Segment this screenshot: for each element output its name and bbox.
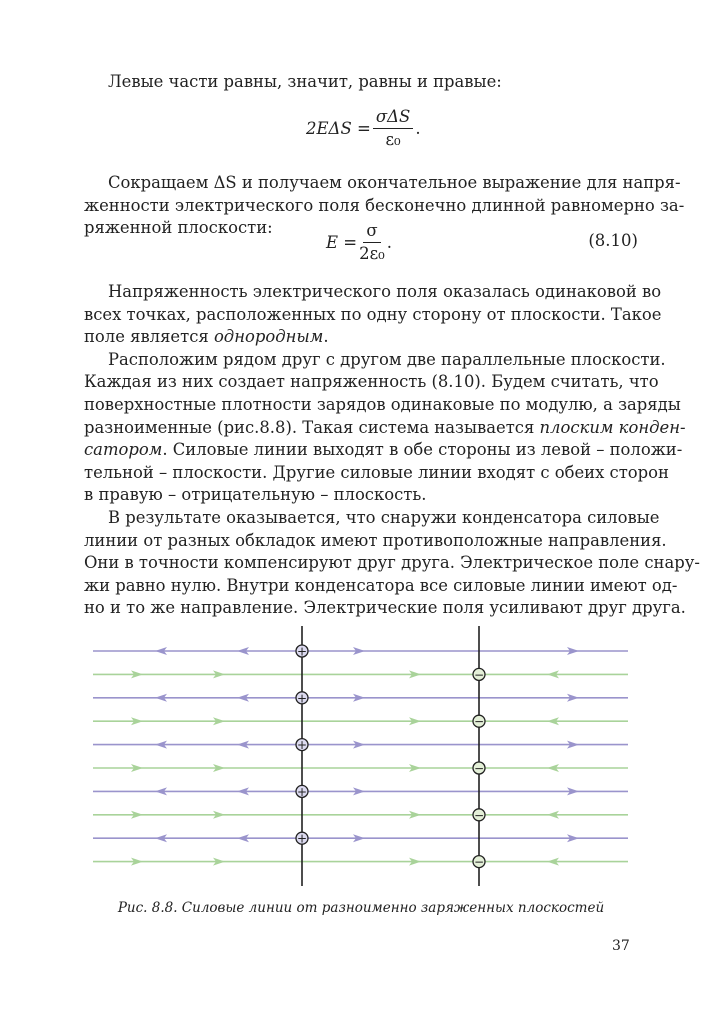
text-line: но и то же направление. Электрические поля усиливают друг друга. bbox=[84, 598, 686, 618]
term-italic: однородным bbox=[213, 327, 324, 347]
figure-caption: Рис. 8.8. Силовые линии от разноименно заряженных плоскостей bbox=[117, 900, 605, 916]
denominator: 2ε₀ bbox=[359, 244, 385, 263]
text: . bbox=[323, 327, 329, 347]
positive-sign: + bbox=[296, 784, 308, 799]
negative-sign: − bbox=[473, 667, 485, 682]
text-line: Расположим рядом друг с другом две параллельные плоскости. bbox=[108, 349, 666, 369]
text-line: поверхностные плотности зарядов одинаковые по модулю, а заряды bbox=[84, 394, 681, 414]
numerator: σ bbox=[363, 222, 380, 243]
text-line: Каждая из них создает напряженность (8.10). Будем считать, что bbox=[84, 372, 659, 392]
positive-sign: + bbox=[296, 831, 308, 846]
text-line: линии от разных обкладок имеют противоположные направления. bbox=[84, 530, 667, 550]
term-italic: сатором bbox=[84, 440, 163, 460]
text-line: Напряженность электрического поля оказалась одинаковой во bbox=[108, 282, 662, 301]
formula-lhs: 2EΔS = bbox=[306, 119, 371, 138]
numerator: σΔS bbox=[373, 108, 413, 129]
text-line: тельной – плоскости. Другие силовые линии входят с обеих сторон bbox=[84, 462, 669, 482]
positive-sign: + bbox=[296, 691, 308, 706]
formula-lhs: E = bbox=[326, 233, 358, 252]
positive-sign: + bbox=[296, 644, 308, 659]
positive-sign: + bbox=[296, 738, 308, 753]
negative-sign: − bbox=[473, 808, 485, 823]
text: разноименные (рис.8.8). Такая система называется bbox=[84, 417, 540, 437]
term-italic: плоским конден- bbox=[539, 417, 686, 437]
text-line: ряженной плоскости: bbox=[84, 218, 273, 238]
text-line: В результате оказывается, что снаружи конденсатора силовые bbox=[108, 507, 660, 527]
text-line: жи равно нулю. Внутри конденсатора все силовые линии имеют од- bbox=[84, 575, 678, 595]
text-line: Сокращаем ΔS и получаем окончательное выражение для напря- bbox=[108, 173, 681, 192]
denominator: ε₀ bbox=[385, 130, 401, 149]
text: . Силовые линии выходят в обе стороны из левой – положи- bbox=[162, 440, 683, 460]
equation-number: (8.10) bbox=[588, 231, 638, 250]
formula-tail: . bbox=[415, 119, 421, 138]
text-line: Левые части равны, значит, равны и правые: bbox=[108, 72, 502, 91]
negative-sign: − bbox=[473, 855, 485, 870]
text-line: Они в точности компенсируют друг друга. Электрическое поле снару- bbox=[84, 553, 700, 573]
negative-sign: − bbox=[473, 714, 485, 729]
negative-sign: − bbox=[473, 761, 485, 776]
text-line: в правую – отрицательную – плоскость. bbox=[84, 485, 427, 505]
formula-tail: . bbox=[386, 233, 393, 252]
page-number: 37 bbox=[612, 938, 630, 954]
text-line: всех точках, расположенных по одну сторону от плоскости. Такое bbox=[84, 304, 662, 324]
text-line: женности электрического поля бесконечно длинной равномерно за- bbox=[84, 195, 685, 215]
text: поле является bbox=[84, 327, 214, 347]
